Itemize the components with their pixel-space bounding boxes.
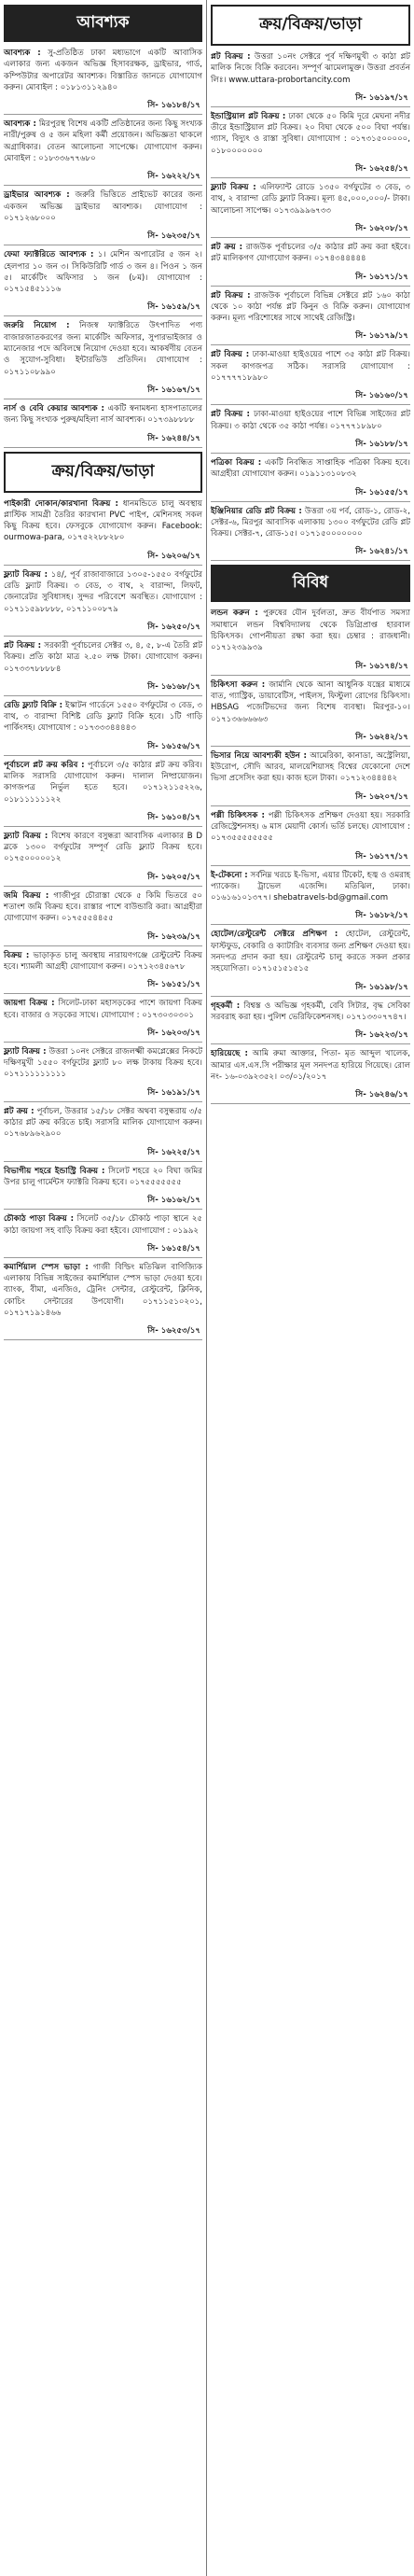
ad-text: হোটেল, রেস্টুরেন্ট, ফাস্টফুড, বেকারি ও ক্যাটারিং ব্যবসার জন্য প্রশিক্ষণ দেওয়া হয়। সনদপত্র প্রদান করা হয়। রেস্টুরেন্ট চালু করতে সকল প্রকার সহযোগিতা। ০১৭১৫১৫১৫১৫ — [211, 930, 411, 974]
ad-body — [211, 750, 410, 787]
ad-body — [4, 403, 202, 428]
ad-code: সি- ১৬২০৮/১৭ — [211, 221, 410, 238]
section-header-buy-sell-right: ক্রয়/বিক্রয়/ভাড়া — [211, 5, 410, 46]
ad-code: সি- ১৬২৪৪/১৭ — [4, 431, 202, 448]
classified-ad — [211, 409, 410, 454]
ad-code: সি- ১৬২৪১/১৭ — [211, 544, 410, 561]
ad-text: সিলেট শহরে ২০ বিঘা জমির উপর চালু গার্মেন্টস ফ্যাক্টরি বিক্রয় হবে। ০১৭৫৫৫৫৫৫৫ — [4, 1166, 203, 1187]
ad-body — [211, 506, 410, 542]
ad-code: সি- ১৬১৬০/১৭ — [211, 388, 410, 405]
ad-body — [4, 700, 202, 736]
classified-ad — [4, 760, 202, 827]
ad-keyword: ফ্ল্যাট বিক্রয় : — [4, 1046, 47, 1057]
ad-text: রাজউক পূর্বাচলে বিভিন্ন সেক্টরে প্লট ১৬০ কাঠা থেকে ১০ কাঠা পর্যন্ত প্লট কিনুন ও বিক্রি করুন। যোগাযোগ করুন। মূল্য পরিশোধের সাথে সাথেই রেজিস্ট্রি। — [211, 290, 410, 324]
ad-code: সি- ১৬১৬৭/১৭ — [4, 383, 202, 399]
ad-code: সি- ১৬১৬২/১৭ — [4, 1193, 202, 1210]
ad-text: বিশেষ কারণে বসুন্ধরা আবাসিক এলাকার B D ব্লকে ১৩০০ বর্গফুটের সম্পূর্ণ রেডি ফ্ল্যাট বিক্রয় হবে। ০১৭৫০০০০০১২ — [4, 831, 202, 864]
ad-text: এলিফ্যান্ট রোডে ১৩৫০ বর্গফুটের ৩ বেড, ৩ বাথ, ২ বারান্দা রেডি ফ্ল্যাট বিক্রয়। মূল্য ৪৫,০০০,০০০/- টাকা। আলোচনা সাপেক্ষ। ০১৭৩৯৯৯৬৭৩৩ — [211, 183, 411, 216]
ad-body — [4, 249, 202, 297]
ad-body — [211, 349, 410, 385]
classified-ad — [211, 810, 410, 866]
ad-text: মিরপুরস্থ বিশেষ একটি প্রতিষ্ঠানের জন্য কিছু সংখ্যক নারী/পুরুষ ও ৫ জন মহিলা কর্মী প্রয়োজন। অভিজ্ঞতা থাকলে অগ্রাধিকার। বেতন আলোচনা সাপেক্ষে। যোগাযোগ করুন। মোবাইল : ০১৮৩৩৬৭৭৬৮০ — [4, 119, 202, 164]
ad-keyword: চৌকাঠ পাড়া বিক্রয় : — [4, 1214, 75, 1225]
ad-body — [4, 1213, 202, 1239]
classified-ad — [211, 290, 410, 346]
ad-code: সি- ১৬১৫১/১৭ — [4, 977, 202, 994]
ad-code: সি- ১৬১৭৯/১৭ — [211, 329, 410, 345]
ads-list-buy-sell-right — [211, 51, 410, 561]
ad-code: সি- ১৬১৫৫/১৭ — [211, 485, 410, 502]
ads-list-buy-sell-left — [4, 498, 202, 1341]
ad-keyword: ভিসার নিয়ে আবশ্যকী হউন : — [211, 750, 307, 761]
ad-keyword: পত্রিকা বিক্রয় : — [211, 457, 262, 468]
ad-text: একটি নিবন্ধিত সাপ্তাহিক পত্রিকা বিক্রয় হবে। আগ্রহীরা যোগাযোগ করুন। ০১৯১১৩১০৮৩২ — [211, 457, 410, 480]
ad-body — [211, 182, 410, 218]
classified-ad — [4, 498, 202, 566]
ad-body — [211, 242, 410, 267]
ad-text: গাজীপুর চৌরাস্তা থেকে ৫ কিমি ভিতরে ৫০ শতাংশ জমি বিক্রয় হবে। রাস্তার পাশে বাউন্ডারি করা। আগ্রহীরা যোগাযোগ করুন। ০১৭৫৫৫৪৪৫৫ — [4, 890, 202, 924]
ad-text: সর্বনিম্ন খরচে ই-ভিসা, এয়ার টিকেট, হজ্ব ও ওমরাহ প্যাকেজ। ট্রাভেল এজেন্সি। মতিঝিল, ঢাকা। ০১৬১৬১০১৩৭৭। shebatravels-bd@gmail.com — [211, 870, 411, 903]
ad-body — [211, 870, 410, 906]
classified-ad — [4, 1213, 202, 1258]
ad-body — [4, 569, 202, 617]
ad-body — [4, 119, 202, 166]
ad-keyword: প্লট বিক্রয় : — [4, 640, 42, 651]
ad-body — [4, 831, 202, 867]
classified-ad — [4, 640, 202, 696]
ad-text: উত্তরা ১০নং সেক্টরে পূর্ব দক্ষিণমুখী ৩ কাঠা প্লট মালিক নিজে বিক্রি করবেন। সম্পূর্ণ ঝামেলামুক্ত। উত্তরা প্রবর্তন লিঃ। www.uttara-probortancity.com — [211, 52, 410, 85]
ad-keyword: ফেমা ফ্যাক্টরিতে আবশ্যক : — [4, 250, 94, 260]
classified-ad — [4, 1106, 202, 1162]
ad-body — [4, 950, 202, 975]
classified-ad — [4, 48, 202, 115]
ad-keyword: পল্লী চিকিৎসক : — [211, 810, 265, 820]
classified-ad — [211, 1001, 410, 1045]
ad-keyword: জায়গা বিক্রয় : — [4, 999, 55, 1009]
ad-code: সি- ১৬২৩৯/১৭ — [4, 930, 202, 946]
ad-code: সি- ১৬১৫৯/১৭ — [4, 300, 202, 316]
ad-keyword: রেডি ফ্ল্যাট বিক্রি : — [4, 700, 63, 710]
ad-keyword: প্লট ক্রয় : — [4, 1106, 34, 1116]
ad-keyword: প্লট বিক্রয় : — [211, 290, 251, 301]
ad-body — [4, 1106, 202, 1142]
ad-text: বিশ্বস্ত ও অভিজ্ঞ গৃহকর্মী, বেবি সিটার, বৃদ্ধ সেবিকা সরবরাহ করা হয়। পুলিশ ভেরিফিকেশনসহ। ০১৭১৩৩০৭৭৪৭। — [211, 1001, 410, 1022]
ad-code: সি- ১৬১৫৬/১৭ — [4, 739, 202, 756]
classified-ad — [211, 349, 410, 405]
ad-keyword: গৃহকর্মী : — [211, 1001, 241, 1011]
classified-ad — [211, 929, 410, 996]
ad-text: ধানমন্ডিতে চালু অবস্থায় প্লাস্টিক সামগ্রী তৈরির কারখানা PVC পাইপ, মেশিনসহ সকল কিছু বিক্রয় হবে। ফেসবুকে যোগাযোগ করুন। Facebook: ourmowa-para, ০১৭৫২২৮৮২৮০ — [4, 498, 202, 543]
ad-text: সু-প্রতিষ্ঠিত ঢাকা মধ্যভাগে একটি আবাসিক এলাকার জন্য একজন অভিজ্ঞ হিসাবরক্ষক, ড্রাইভার, গার্ড, কম্পিউটার অপারেটর আবশ্যক। বিস্তারিত জানতে যোগাযোগ করুন। মোবাইল : ০১৮১৩১১২৯৪০ — [4, 49, 203, 92]
ad-code: সি- ১৬২৫৩/১৭ — [4, 1323, 202, 1340]
ad-keyword: পূর্বাচলে প্লট ক্রয় করিব : — [4, 760, 85, 770]
ad-keyword: প্লট ক্রয় : — [211, 242, 243, 252]
ad-text: একটি স্বনামধন্য হাসপাতালের জন্য কিছু সংখ্যক পুরুষ/মহিলা নার্স আবশ্যক। ০১৭৩৯৮৮৮৮ — [4, 403, 203, 426]
ad-keyword: কমার্শিয়াল স্পেস ভাড়া : — [4, 1262, 89, 1272]
ad-text: উত্তরা ৩য় পর্ব, রোড-১, রোড-২, সেক্টর-৬, মিরপুর আবাসিক এলাকায় ১৩০০ বর্গফুটের রেডি প্লট বিক্রয়। সেক্টর-৭, রোড-১৫। ০১৭১৫০০০০০০০ — [211, 506, 410, 539]
ad-code: সি- ১৬২০৬/১৭ — [4, 549, 202, 566]
classified-ad — [4, 569, 202, 637]
classified-ad — [211, 1048, 410, 1104]
ad-body — [4, 1046, 202, 1083]
ad-body — [4, 189, 202, 226]
ad-code: সি- ১৬২৫৪/১৭ — [211, 161, 410, 178]
classified-ad — [211, 506, 410, 562]
section-header-wanted: আবশ্যক — [4, 5, 202, 42]
ad-keyword: নার্স ও বেবি কেয়ার আবশ্যক : — [4, 403, 104, 413]
ad-code: সি- ১৬১৭৭/১৭ — [211, 849, 410, 866]
classified-ad — [211, 111, 410, 178]
ad-body — [211, 679, 410, 727]
ad-body — [211, 111, 410, 159]
ad-keyword: ড্রাইভার আবশ্যক : — [4, 190, 70, 201]
ad-body — [4, 890, 202, 927]
classified-ad — [211, 242, 410, 287]
classified-ad — [4, 1046, 202, 1102]
classified-ad — [211, 608, 410, 675]
ad-text: সরকারী পূর্বাচলের সেক্টর ৩, ৪, ৫, ৮-এ তৈরি প্লট বিক্রয়। প্রতি কাঠা মাত্র ২.৫০ লক্ষ টাকা। যোগাযোগ করুন। ০১৭৩৩৭৮৮৮৮৪ — [4, 640, 202, 674]
ad-text: পুরুষের যৌন দুর্বলতা, দ্রুত বীর্যপাত সমস্যা সমাধানে লন্ডন বিশ্ববিদ্যালয় থেকে ডিগ্রিপ্রাপ্ত হারবাল চিকিৎসক। গোপনীয়তা রক্ষা করা হয়। চেম্বার : রাজধানী। ০১৭১২৩৯৯৩৯ — [211, 609, 410, 653]
classified-ad — [211, 51, 410, 107]
ad-body — [4, 998, 202, 1023]
classified-ad — [211, 750, 410, 806]
classified-ad — [211, 870, 410, 926]
classified-ad — [4, 320, 202, 399]
ad-keyword: ইঞ্জিনিয়ার রেডি প্লট বিক্রয় : — [211, 506, 302, 516]
ad-code: সি- ১৬১৯৮/১৭ — [211, 980, 410, 997]
ad-code: সি- ১৬২৩৫/১৭ — [4, 229, 202, 245]
ad-keyword: আবশ্যক : — [4, 49, 41, 58]
ad-code: সি- ১৬১৯৭/১৭ — [211, 91, 410, 107]
ad-keyword: চিকিৎসা করুন : — [211, 679, 266, 690]
ad-body — [211, 810, 410, 847]
classified-ad — [4, 1166, 202, 1211]
ad-keyword: হোটেল/রেস্টুরেন্ট সেক্টরে প্রশিক্ষণ : — [211, 930, 338, 940]
ad-body — [4, 1166, 202, 1191]
ad-body — [4, 48, 202, 95]
ad-code: সি- ১৬১৯১/১৭ — [4, 1085, 202, 1102]
classified-ad — [4, 189, 202, 245]
ad-code: সি- ১৬২০৫/১৭ — [4, 870, 202, 887]
ad-code: সি- ১৬২০৩/১৭ — [4, 1026, 202, 1043]
ad-code: সি- ১৬১০৪/১৭ — [4, 810, 202, 827]
ads-list-wanted — [4, 48, 202, 448]
ad-code: সি- ১৬২২২/১৭ — [4, 169, 202, 186]
ad-code: সি- ১৬১৭১/১৭ — [211, 270, 410, 287]
ad-keyword: ফ্ল্যাট বিক্রয় : — [4, 831, 48, 841]
ad-code: সি- ১৬২২৫/১৭ — [4, 1145, 202, 1162]
ad-text: ইস্কাটন গার্ডেনে ১৫৫০ বর্গফুটের ৩ বেড, ৩ বাথ, ৩ বারান্দা বিশিষ্ট রেডি ফ্ল্যাট বিক্রি হবে। ১টি গাড়ি পার্কিংসহ। যোগাযোগ : ০১৭৩৩৩৪৪৪৪৩ — [4, 700, 203, 734]
ad-text: ঢাকা-মাওয়া হাইওয়ের পাশে বিভিন্ন সাইজের প্লট বিক্রয়। ৩ কাঠা থেকে ৩৫ কাঠা পর্যন্ত। ০১৭৭৭১৮৯৮০ — [211, 410, 410, 431]
ad-body — [211, 409, 410, 434]
ad-code: সি- ১৬১৫৪/১৭ — [4, 1241, 202, 1258]
ad-keyword: লন্ডন করুন : — [211, 609, 258, 619]
ad-code: সি- ১৬২৪৬/১৭ — [211, 1087, 410, 1104]
ad-keyword: বিক্রয় : — [4, 950, 30, 960]
ad-body — [4, 1262, 202, 1321]
classified-ad — [211, 679, 410, 747]
ad-keyword: হারিয়েছে : — [211, 1049, 248, 1059]
ad-text: আমি রুমা আক্তার, পিতা- মৃত আব্দুল খালেক, আমার এস.এস.সি পরীক্ষার মূল সনদপত্র হারিয়ে গিয়েছে। রোল নং- ১৬-০৩৯২৩৫২। ০৩/০১/২০১৭ — [211, 1049, 410, 1082]
ad-text: ১। মেশিন অপারেটর ৫ জন ২। হেলপার ১০ জন ৩। সিকিউরিটি গার্ড ৩ জন ৪। পিওন ১ জন ৫। মার্কেটিং অফিসার ১ জন (৮ম)। যোগাযোগ : ০১৭১৫৪৫১১১৬ — [4, 250, 202, 295]
ad-text: জরুরি ভিত্তিতে প্রাইভেট কারের জন্য একজন অভিজ্ঞ ড্রাইভার আবশ্যক। যোগাযোগ : ০১৭১২৬৮০০০ — [4, 190, 202, 223]
classified-ad — [4, 890, 202, 946]
ad-code: সি- ১৬১৮৪/১৭ — [4, 98, 202, 115]
ad-code: সি- ১৬১৮৮/১৭ — [211, 437, 410, 454]
ad-code: সি- ১৬২৪২/১৭ — [211, 730, 410, 747]
classified-ad — [211, 182, 410, 238]
ad-keyword: পাইকারী দোকান/কারখানা বিক্রয় : — [4, 498, 118, 509]
ad-keyword: ইন্ডাস্ট্রিয়াল প্লট বিক্রয় : — [211, 111, 286, 121]
ad-text: ভাড়াকৃত চালু অবস্থায় নারায়ণগঞ্জে রেস্টুরেন্ট বিক্রয় হবে। শ্যামলী আগ্রহী যোগাযোগ করুন। ০১৭১২৩৪৫৬৭৮ — [4, 950, 202, 972]
ad-text: ঢাকা-মাওয়া হাইওয়ের পাশে ৩৫ কাঠা প্লট বিক্রয়। সকল কাগজপত্র সঠিক। সরাসরি যোগাযোগ : ০১৭৭৭৭১৮৯৮০ — [211, 350, 411, 384]
ad-text: আমেরিকা, কানাডা, অস্ট্রেলিয়া, ইউরোপ, সৌদি আরব, মালয়েশিয়াসহ বিশ্বের যেকোনো দেশে ভিসা প্রসেসিং করা হয়। কাজ হলে টাকা। ০১৭১২৩৪৪৪৪২ — [211, 750, 411, 784]
ad-text: গাজী বিল্ডিং মতিঝিল বাণিজ্যিক এলাকায় বিভিন্ন সাইজের কমার্শিয়াল স্পেস ভাড়া দেওয়া হবে। ব্যাংক, বীমা, এনজিও, ট্রেনিং সেন্টার, রেস্টুরেন্ট, ক্লিনিক, কোচিং সেন্টারের উপযোগী। ০১৭১১৫১০২০১, ০১৭১৭১৯১৪৬৬ — [4, 1262, 202, 1318]
ad-keyword: ফ্ল্যাট বিক্রয় : — [211, 183, 256, 193]
ad-code: সি- ১৬১৬৮/১৭ — [4, 679, 202, 696]
right-column — [207, 0, 414, 2576]
ad-body — [211, 457, 410, 483]
classified-ad — [4, 700, 202, 756]
ad-keyword: প্লট বিক্রয় : — [211, 52, 251, 62]
section-header-misc: বিবিধ — [211, 565, 410, 602]
classified-ad — [4, 249, 202, 316]
ad-keyword: প্লট বিক্রয় : — [211, 410, 250, 420]
ad-body — [211, 1001, 410, 1026]
ad-body — [4, 320, 202, 379]
ad-body — [211, 929, 410, 976]
ad-body — [211, 1048, 410, 1085]
ad-text: রাজউক পূর্বাচলের ৩/৫ কাঠার প্লট ক্রয় করা হইবে। প্লট মালিকগণ যোগাযোগ করুন। ০১৭৪৩৪৪৪৪৪ — [211, 242, 411, 264]
classified-ad — [211, 457, 410, 502]
ad-body — [4, 498, 202, 546]
ad-text: ঢাকা থেকে ৫০ কিমি দূরে মেঘনা নদীর তীরে ইন্ডাস্ট্রিয়াল প্লট বিক্রয়। ২০ বিঘা থেকে ৫০০ বিঘা পর্যন্ত। গ্যাস, বিদ্যুৎ ও রাস্তা সুবিধা। যোগাযোগ : ০১৭৩১৫০০০০০, ০১৮০০০০০০০ — [211, 111, 411, 156]
classified-ad — [4, 119, 202, 186]
ad-text: পূর্বাচলে ৩/৫ কাঠার প্লট ক্রয় করিব। মালিক সরাসরি যোগাযোগ করুন। দালাল নিষ্প্রয়োজন। কাগজপত্র নির্ভুল হতে হবে। ০১৭১২১১৫২২৬, ০১৮১১১১১১২২ — [4, 760, 202, 805]
ad-code: সি- ১৬২২৩/১৭ — [211, 1028, 410, 1044]
ad-text: পূর্বাচল, উত্তরার ১৫/১৮ সেক্টর অথবা বসুন্ধরায় ৩/৫ কাঠার প্লট ক্রয় করিতে চাই। সরাসরি মালিক যোগাযোগ করুন। ০১৭৬৮৯৬২৯০০ — [4, 1106, 202, 1140]
classified-ad — [4, 1262, 202, 1340]
classified-ad — [4, 403, 202, 448]
ad-text: পল্লী চিকিৎসক প্রশিক্ষণ দেওয়া হয়। সরকারি রেজিস্ট্রেশনসহ। ৬ মাস মেয়াদী কোর্স। ভর্তি চলছে। যোগাযোগ : ০১৭৩৫৫৫৫৫৫৫৫ — [211, 810, 410, 844]
ad-keyword: জরুরি নিয়োগ : — [4, 321, 70, 331]
ad-keyword: বিভাগীয় শহরে ইন্ডাস্ট্রি বিক্রয় : — [4, 1166, 105, 1176]
ad-body — [211, 290, 410, 327]
classified-ad — [4, 831, 202, 887]
ad-keyword: জমি বিক্রয় : — [4, 890, 49, 901]
ad-code: সি- ১৬১৭৪/১৭ — [211, 659, 410, 676]
section-header-buy-sell-left: ক্রয়/বিক্রয়/ভাড়া — [4, 452, 202, 493]
ad-text: সিলেট-ঢাকা মহাসড়কের পাশে জায়গা বিক্রয় হবে। বাজার ও সড়কের সাথে। যোগাযোগ : ০১৭৩০৩০৩০১ — [4, 999, 203, 1020]
ad-text: নিজস্ব ফ্যাক্টরিতে উৎপাদিত পণ্য বাজারজাতকরণের জন্য মার্কেটিং অফিসার, সুপারভাইজার ও ম্যানেজার পদে অবিলম্বে নিয়োগ দেওয়া হবে। আকর্ষণীয় বেতন ও সুযোগ-সুবিধা। ইন্টারভিউ প্রতিদিন। যোগাযোগ : ০১৭১১০৮৯৯০ — [4, 321, 203, 377]
ad-body — [4, 760, 202, 807]
ad-text: জার্মানি থেকে আনা আধুনিক যন্ত্রের মাধ্যমে বাত, গ্যাস্ট্রিক, ডায়াবেটিস, পাইলস, ফিস্টুলা রোগের চিকিৎসা। HBSAG পজেটিভদের জন্য বিশেষ ব্যবস্থা। মিরপুর-১০। ০১৭১৩৬৬৬৬৬৩ — [211, 679, 410, 724]
ad-code: সি- ১৬১৮২/১৭ — [211, 908, 410, 925]
ads-list-misc — [211, 608, 410, 1104]
ad-keyword: আবশ্যক : — [4, 119, 36, 130]
ad-text: সিলেট ৩৫/১৮ চৌকাঠ পাড়া স্থানে ২৫ কাঠা জায়গা সহ বাড়ি বিক্রয় করা হইবে। যোগাযোগ : ০১৯৯২ — [4, 1214, 202, 1236]
classified-ad — [4, 998, 202, 1043]
ad-body — [211, 51, 410, 88]
ad-body — [4, 640, 202, 677]
classified-ad — [4, 950, 202, 995]
ad-code: সি- ১৬২৫০/১৭ — [4, 620, 202, 637]
ad-keyword: ফ্ল্যাট বিক্রয় : — [4, 569, 48, 580]
ad-code: সি- ১৬২০৭/১৭ — [211, 790, 410, 806]
ad-text: উত্তরা ১০নং সেক্টরে রাজলক্ষ্মী কমপ্লেক্সের নিকটে দক্ষিণমুখী ১৫৫০ বর্গফুটের ফ্ল্যাট ৮০ লক্ষ টাকায় বিক্রয় হবে। ০১৭১১১১১১১১১ — [4, 1046, 203, 1080]
ad-keyword: ই-টেকনো : — [211, 870, 248, 880]
ad-keyword: প্লট বিক্রয় : — [211, 350, 250, 360]
ad-text: ১৪/, পূর্ব রাজাবাজারে ১৩০৫-১৫৫০ বর্গফুটের রেডি ফ্ল্যাট বিক্রয়। ৩ বেড, ৩ বাথ, ২ বারান্দা, লিফট, জেনারেটর সুবিধাসহ। সুন্দর পরিবেশে অবস্থিত। যোগাযোগ : ০১৭১১৫৯৮৮৮৮, ০১৭১১০০৮৭৯ — [4, 569, 202, 614]
ad-body — [211, 608, 410, 655]
